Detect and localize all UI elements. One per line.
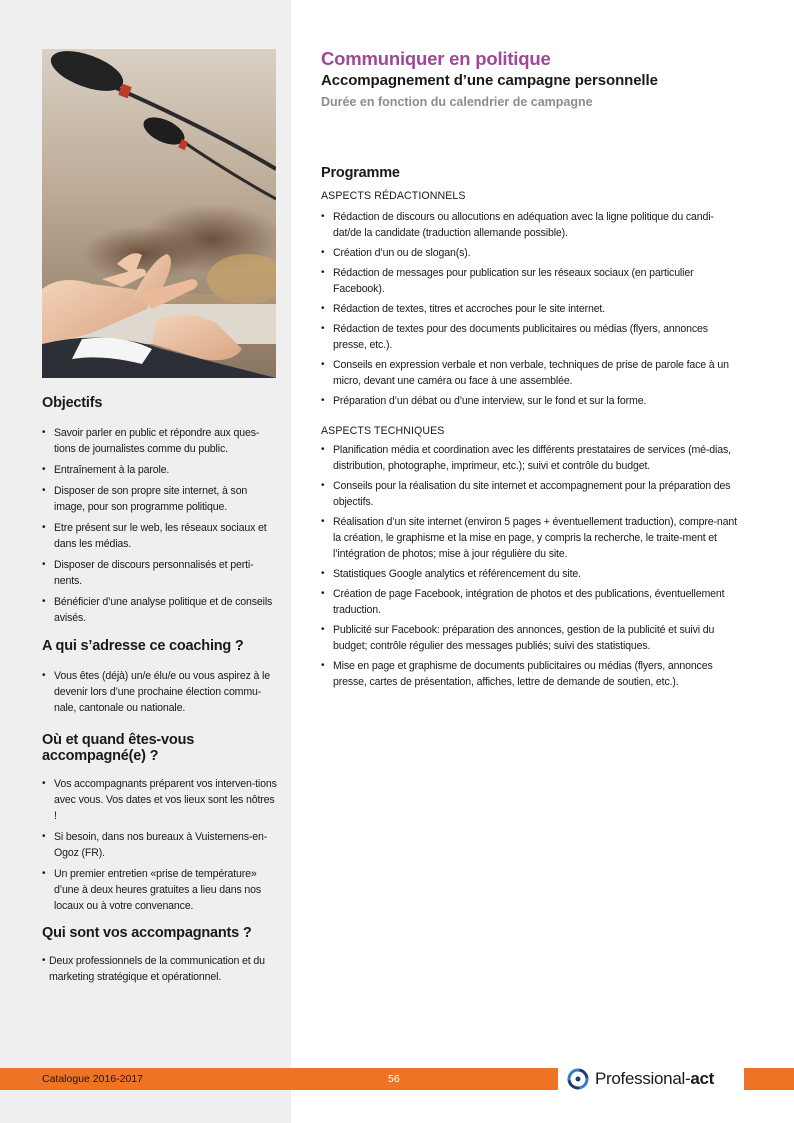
list-item: • Rédaction de textes pour des documents publicitaires ou médias (flyers, annonces presse, etc.). xyxy=(321,321,739,353)
list-item: • Deux professionnels de la communication et du marketing stratégique et opérationnel. xyxy=(42,953,278,985)
who-section xyxy=(42,925,278,990)
list-item: • Publicité sur Facebook: préparation des annonces, gestion de la publicité et suivi du budget; contrôle régulier des messages publiés; suivi des statistiques. xyxy=(321,622,739,654)
redactionnels-heading: ASPECTS RÉDACTIONNELS xyxy=(321,190,466,202)
page-title: Communiquer en politique xyxy=(321,48,551,69)
logo-bold-text: act xyxy=(690,1069,714,1088)
list-item: • Rédaction de messages pour publication sur les réseaux sociaux (en particulier Facebook). xyxy=(321,265,739,297)
list-item: • Conseils en expression verbale et non verbale, techniques de prise de parole face à un micro, devant une caméra ou face à une assemblée. xyxy=(321,357,739,389)
techniques-heading: ASPECTS TECHNIQUES xyxy=(321,425,445,437)
duration-note: Durée en fonction du calendrier de campagne xyxy=(321,95,593,109)
logo-wordmark xyxy=(595,1069,714,1089)
where-section xyxy=(42,732,278,919)
redactionnels-list xyxy=(321,209,739,409)
list-item: • Création de page Facebook, intégration de photos et des publications, éventuellement traduction. xyxy=(321,586,739,618)
redactionnels-section xyxy=(321,209,739,413)
list-item: • Conseils pour la réalisation du site internet et accompagnement pour la préparation des objectifs. xyxy=(321,478,739,510)
list-item: • Etre présent sur le web, les réseaux sociaux et dans les médias. xyxy=(42,520,278,552)
list-item: • Si besoin, dans nos bureaux à Vuisternens-en-Ogoz (FR). xyxy=(42,829,278,861)
objectifs-heading: Objectifs xyxy=(42,395,103,411)
list-item: • Rédaction de discours ou allocutions en adéquation avec la ligne politique du candi-dat/de la candidate (traduction allemande possible). xyxy=(321,209,739,241)
audience-list xyxy=(42,668,278,716)
footer-orange-band xyxy=(0,1068,558,1090)
list-item: • Disposer de son propre site internet, à son image, pour son programme politique. xyxy=(42,483,278,515)
audience-section xyxy=(42,638,278,721)
programme-heading: Programme xyxy=(321,165,400,181)
list-item: • Planification média et coordination avec les différents prestataires de services (mé-dias, distribution, photographe, imprimeur, etc.); suivi et contrôle du budget. xyxy=(321,442,739,474)
professional-act-logo-icon xyxy=(566,1067,590,1091)
list-item: • Savoir parler en public et répondre aux ques-tions de journalistes comme du public. xyxy=(42,425,278,457)
objectifs-section xyxy=(42,395,278,631)
objectifs-list xyxy=(42,425,278,626)
catalogue-label: Catalogue 2016-2017 xyxy=(42,1073,144,1085)
logo-main-text: Professional- xyxy=(595,1069,691,1088)
list-item: • Création d’un ou de slogan(s). xyxy=(321,245,739,261)
list-item: • Vous êtes (déjà) un/e élu/e ou vous aspirez à le devenir lors d’une prochaine élection commu-nale, cantonale ou nationale. xyxy=(42,668,278,716)
page-subtitle: Accompagnement d’une campagne personnelle xyxy=(321,72,658,89)
where-list xyxy=(42,776,278,914)
techniques-section xyxy=(321,442,739,694)
page-number: 56 xyxy=(388,1073,400,1085)
list-item: • Bénéficier d’une analyse politique et de conseils avisés. xyxy=(42,594,278,626)
list-item: • Préparation d’un débat ou d’une interview, sur le fond et sur la forme. xyxy=(321,393,739,409)
where-heading: Où et quand êtes-vous accompagné(e) ? xyxy=(42,732,195,764)
list-item: • Vos accompagnants préparent vos interven-tions avec vous. Vos dates et vos lieux sont les nôtres ! xyxy=(42,776,278,824)
who-list xyxy=(42,953,278,985)
list-item: • Un premier entretien «prise de température» d’une à deux heures gratuites a lieu dans nos locaux ou à votre convenance. xyxy=(42,866,278,914)
list-item: • Entraînement à la parole. xyxy=(42,462,278,478)
list-item: • Statistiques Google analytics et référencement du site. xyxy=(321,566,739,582)
list-item: • Mise en page et graphisme de documents publicitaires ou médias (flyers, annonces presse, cartes de présentation, affiches, lettre de demande de soutien, etc.). xyxy=(321,658,739,690)
list-item: • Disposer de discours personnalisés et perti-nents. xyxy=(42,557,278,589)
list-item: • Rédaction de textes, titres et accroches pour le site internet. xyxy=(321,301,739,317)
conference-microphone-photo xyxy=(42,49,276,378)
footer-orange-band-right xyxy=(744,1068,794,1090)
main-header xyxy=(321,48,741,111)
techniques-list xyxy=(321,442,739,690)
who-heading: Qui sont vos accompagnants ? xyxy=(42,925,252,941)
audience-heading: A qui s’adresse ce coaching ? xyxy=(42,638,244,654)
list-item: • Réalisation d’un site internet (environ 5 pages + éventuellement traduction), compre-nant la création, le graphisme et la mise en page, y compris la recherche, le traite-ment et l’intégration de photos; mise à jour régulière du site. xyxy=(321,514,739,562)
